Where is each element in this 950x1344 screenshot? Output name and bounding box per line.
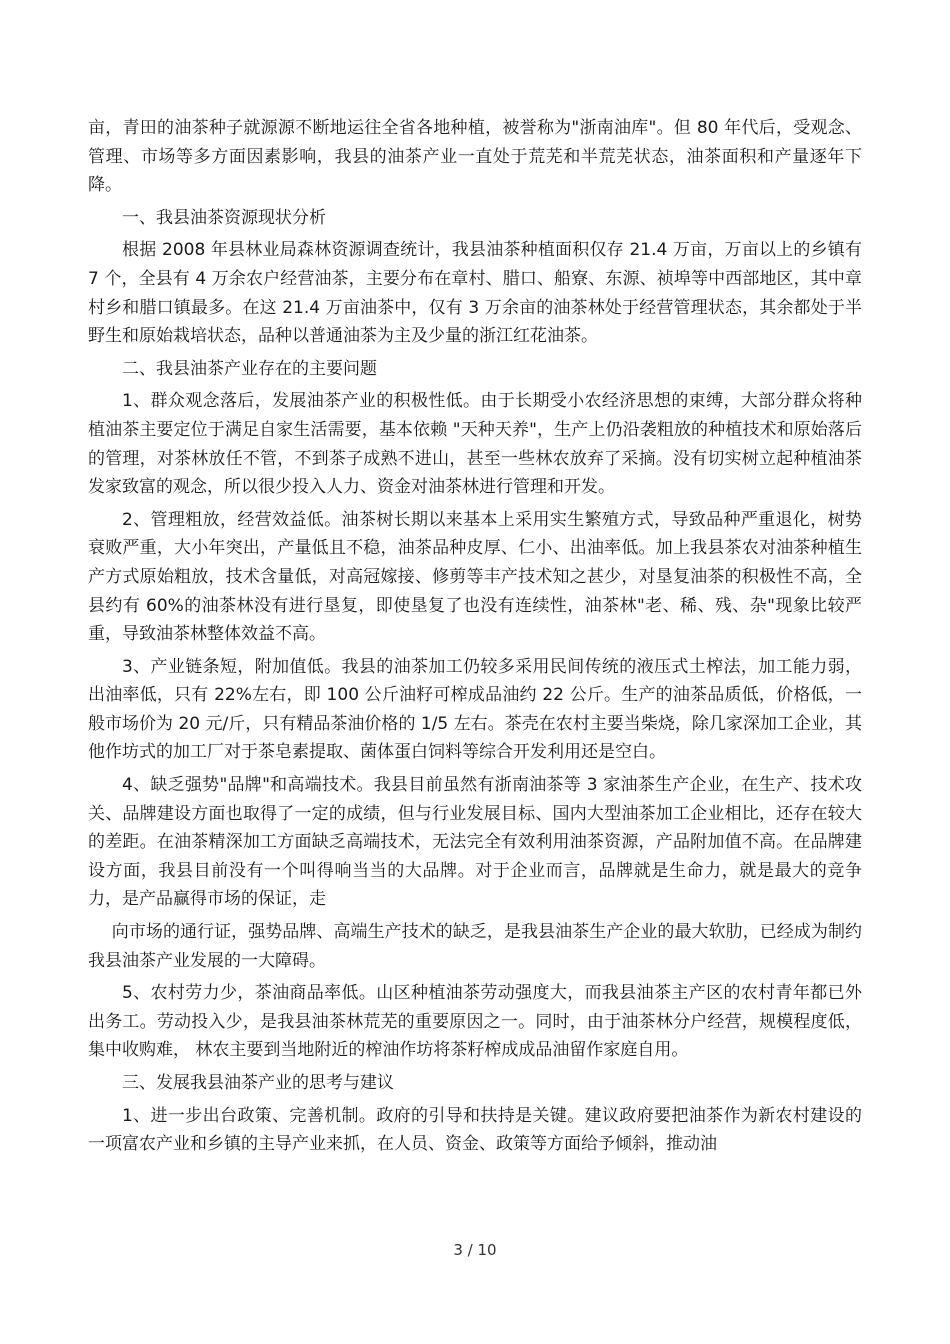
paragraph-problem-1: 1、群众观念落后，发展油茶产业的积极性低。由于长期受小农经济思想的束缚，大部分群众将种植油茶主要定位于满足自家生活需要，基本依赖 "天种天养"，生产上仍沿袭粗放的种植技术和原始落后的管理，对茶林放任不管，不到茶子成熟不进山，甚至一些林农放弃了采摘。没有切实树立起种植油茶发家致富的观念，所以很少投入人力、资金对油茶林进行管理和开发。 [88,391,862,498]
paragraph-suggestion-1: 1、进一步出台政策、完善机制。政府的引导和扶持是关键。建议政府要把油茶作为新农村建设的一项富农产业和乡镇的主导产业来抓，在人员、资金、政策等方面给予倾斜，推动油 [88,1105,862,1155]
section-heading-1: 一、我县油茶资源现状分析 [122,207,326,228]
section-heading-3: 三、发展我县油茶产业的思考与建议 [122,1073,394,1093]
paragraph-resource-status: 根据 2008 年县林业局森林资源调查统计，我县油茶种植面积仅存 21.4 万亩，万亩以上的乡镇有 7 个，全县有 4 万余农户经营油茶，主要分布在章村、腊口、船寮、东源、祯埠等中西部地区，其中章村乡和腊口镇最多。在这 21.4 万亩油茶中，仅有 3 万余亩的油茶林处于经营管理状态，其余都处于半野生和原始栽培状态，品种以普通油茶为主及少量的浙江红花油茶。 [88,240,862,347]
page-number: 3 / 10 [453,1241,497,1259]
paragraph-problem-4-continued: 向市场的通行证，强势品牌、高端生产技术的缺乏，是我县油茶生产企业的最大软肋，已经成为制约我县油茶产业发展的一大障碍。 [88,922,862,971]
paragraph-continuation: 亩，青田的油茶种子就源源不断地运往全省各地种植，被誉称为"浙南油库"。但 80 年代后，受观念、管理、市场等多方面因素影响，我县的油茶产业一直处于荒芜和半荒芜状态，油茶面积和产量逐年下降。 [88,118,862,196]
paragraph-problem-5: 5、农村劳力少，茶油商品率低。山区种植油茶劳动强度大，而我县油茶主产区的农村青年都已外出务工。劳动投入少，是我县油茶林荒芜的重要原因之一。同时，由于油茶林分户经营，规模程度低，集中收购难， 林农主要到当地附近的榨油作坊将茶籽榨成成品油留作家庭自用。 [88,983,862,1061]
section-heading-2: 二、我县油茶产业存在的主要问题 [122,358,377,379]
paragraph-problem-4: 4、缺乏强势"品牌"和高端技术。我县目前虽然有浙南油茶等 3 家油茶生产企业，在生产、技术攻关、品牌建设方面也取得了一定的成绩，但与行业发展目标、国内大型油茶加工企业相比，还存在较大的差距。在油茶精深加工方面缺乏高端技术，无法完全有效利用油茶资源，产品附加值不高。在品牌建设方面，我县目前没有一个叫得响当当的大品牌。对于企业而言，品牌就是生命力，就是最大的竞争力，是产品赢得市场的保证，走 [88,775,862,910]
paragraph-problem-2: 2、管理粗放，经营效益低。油茶树长期以来基本上采用实生繁殖方式，导致品种严重退化，树势衰败严重，大小年突出，产量低且不稳，油茶品种皮厚、仁小、出油率低。加上我县茶农对油茶种植生产方式原始粗放，技术含量低，对高冠嫁接、修剪等丰产技术知之甚少，对垦复油茶的积极性不高，全县约有 60%的油茶林没有进行垦复，即使垦复了也没有连续性，油茶林"老、稀、残、杂"现象比较严重，导致油茶林整体效益不高。 [88,509,862,645]
paragraph-problem-3: 3、产业链条短，附加值低。我县的油茶加工仍较多采用民间传统的液压式土榨法，加工能力弱，出油率低，只有 22%左右，即 100 公斤油籽可榨成品油约 22 公斤。生产的油茶品质低，价格低，一般市场价为 20 元/斤，只有精品茶油价格的 1/5 左右。茶壳在农村主要当柴烧，除几家深加工企业，其他作坊式的加工厂对于茶皂素提取、菌体蛋白饲料等综合开发利用还是空白。 [88,656,862,763]
document-body [88,114,862,1159]
